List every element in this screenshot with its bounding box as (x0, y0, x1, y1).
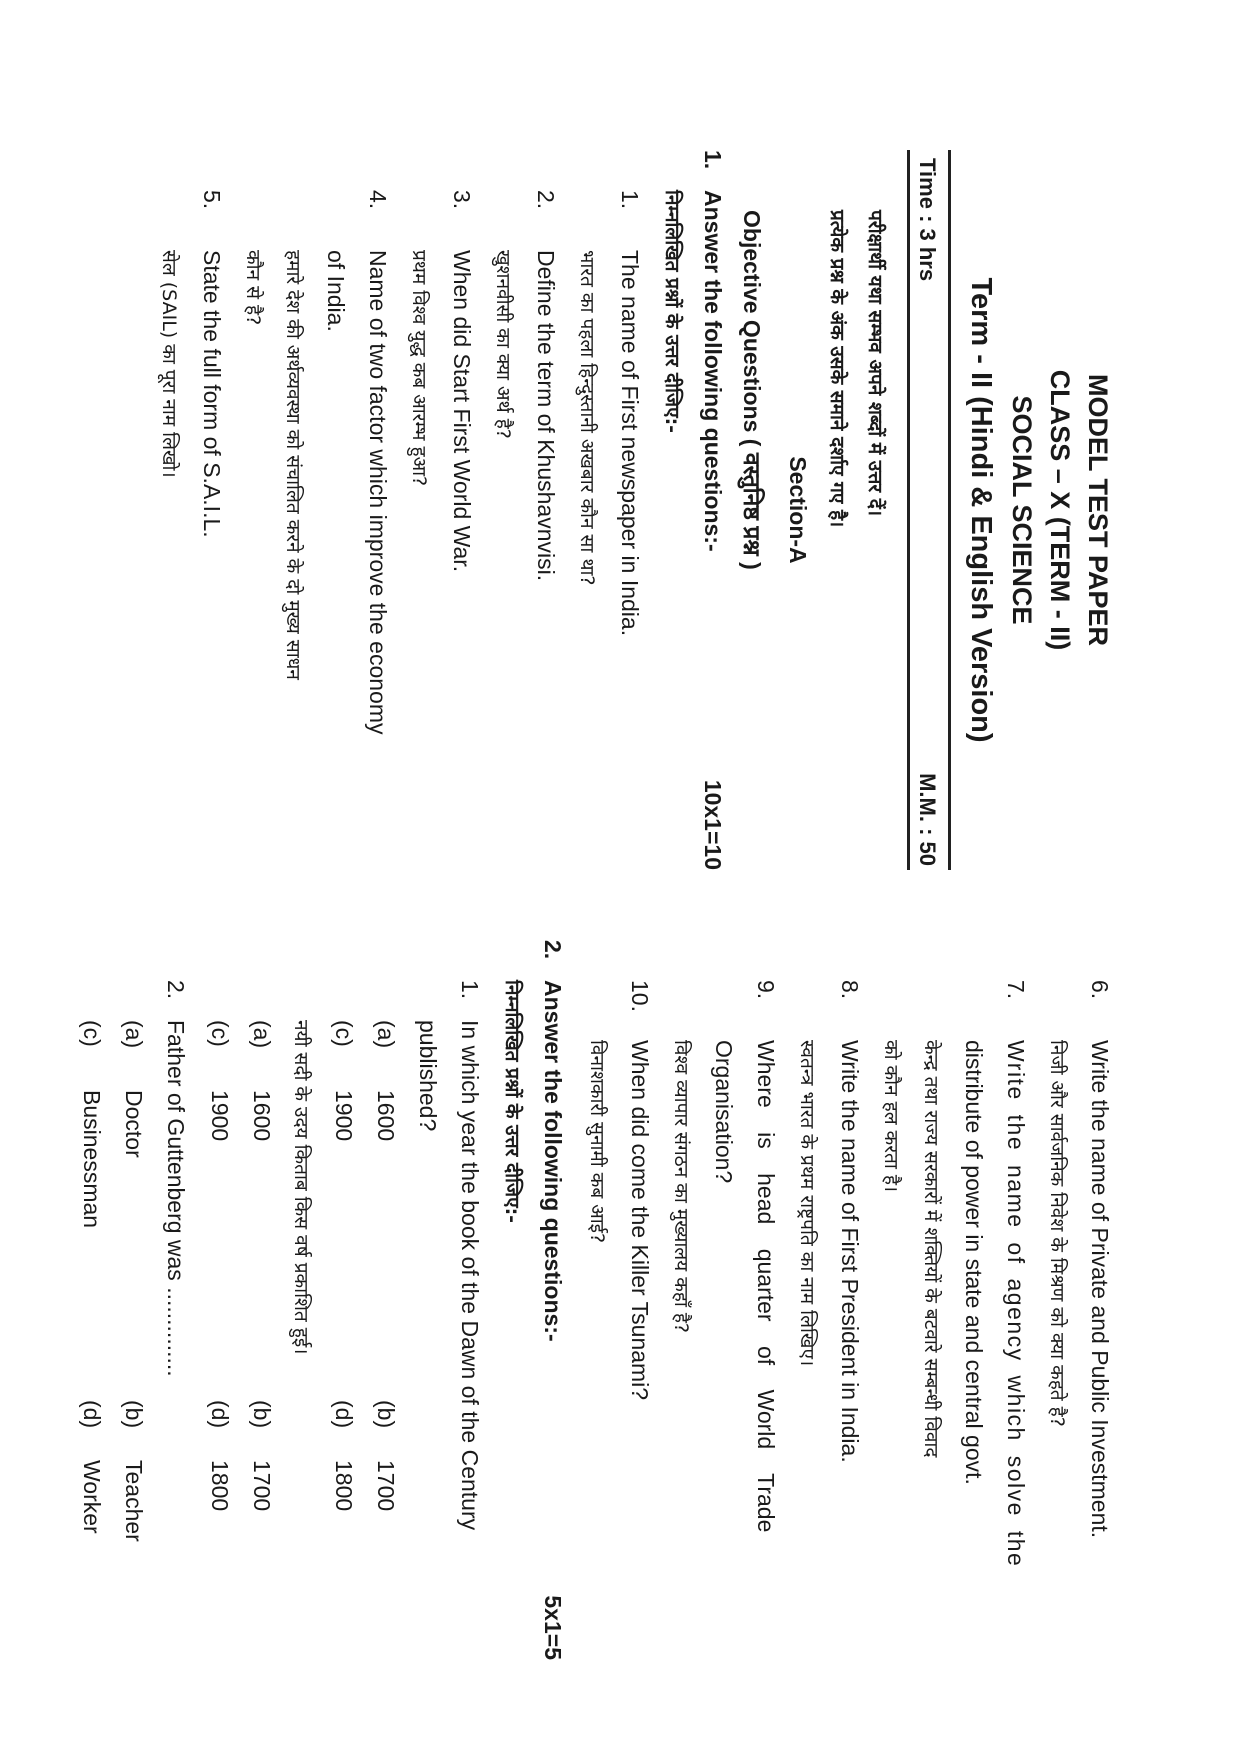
q1-item-6-text: Write the name of Private and Public Investment. (1087, 1040, 1113, 1539)
q1-item-9-text-cont: Organisation? (711, 1040, 737, 1184)
q2-item-1-option-b-label: (b) (373, 1400, 399, 1429)
q1-item-7-hindi-cont: को कौन हल करता है। (880, 1040, 902, 1193)
q1-item-7-hindi: केन्द्र तथा राज्य सरकारों में शक्तियों के बटवारे सम्बन्धी विवाद (920, 1040, 942, 1458)
section-subtitle: Objective Questions ( वस्तुनिष्ठ प्रश्न ) (739, 210, 765, 570)
q2-item-2-option-a-label: (a) (121, 1020, 147, 1049)
q2-item-2-option-d: Worker (79, 1460, 105, 1534)
q1-item-9-hindi: विश्व व्यापार संगठन का मुख्यालय कहाँ है? (670, 1040, 692, 1334)
q1-item-8-number: 8. (837, 980, 863, 1000)
q1-item-10-text: When did come the Killer Tsunami? (627, 1040, 653, 1401)
time-allowed: Time : 3 hrs (915, 158, 940, 282)
q2-item-2-number: 2. (163, 980, 189, 1000)
q1-item-7-number: 7. (1003, 980, 1029, 1000)
q1-item-9-number: 9. (753, 980, 779, 1000)
q1-item-4-text-cont: of India. (323, 250, 349, 332)
q1-item-7-text-cont: distribute of power in state and central govt. (961, 1040, 987, 1485)
q2-item-2-option-b-label: (b) (121, 1400, 147, 1429)
version-label: Term - II (Hindi & English Version) (965, 277, 997, 743)
q1-item-6-number: 6. (1087, 980, 1113, 1000)
q2-item-1-hi-option-d-label: (d) (207, 1400, 233, 1429)
q1-item-2-hindi: खुशनवीसी का क्या अर्थ है? (492, 250, 514, 439)
q2-item-1-option-a-label: (a) (373, 1020, 399, 1049)
q2-item-2-option-c: Businessman (79, 1090, 105, 1229)
q2-item-1-hi-option-b-label: (b) (249, 1400, 275, 1429)
q2-item-2-option-a: Doctor (121, 1090, 147, 1158)
subject-label: SOCIAL SCIENCE (1007, 395, 1037, 625)
q1-item-1-text: The name of First newspaper in India. (617, 250, 643, 637)
q1-item-1-number: 1. (617, 190, 643, 210)
max-marks: M.M. : 50 (915, 773, 940, 866)
paper-title: MODEL TEST PAPER (1083, 373, 1113, 647)
q2-item-1-hi-option-c-label: (c) (207, 1020, 233, 1047)
q2-number: 2. (540, 940, 566, 960)
q2-item-1-option-c: 1900 (331, 1090, 357, 1142)
q2-heading-hindi: निम्नलिखित प्रश्नों के उत्तर दीजिए:- (501, 980, 523, 1224)
q1-item-9-text: Where is head quarter of World Trade (753, 1040, 779, 1533)
q2-item-2-option-b: Teacher (121, 1460, 147, 1542)
q1-heading: Answer the following questions:- (700, 190, 726, 552)
q2-item-1-option-a: 1600 (373, 1090, 399, 1142)
q1-item-3-text: When did Start First World War. (449, 250, 475, 573)
q2-item-1-text-cont: published? (415, 1020, 441, 1132)
q2-item-2-text: Father of Guttenberg was .............. (163, 1020, 189, 1377)
q2-item-1-option-b: 1700 (373, 1460, 399, 1512)
q2-heading: Answer the following questions:- (540, 980, 566, 1342)
instruction-2: प्रत्येक प्रश्न के अंक उसके समाने दर्शाए गए है। (826, 210, 848, 528)
q1-item-2-text: Define the term of Khushavnvisi. (533, 250, 559, 582)
class-label: CLASS – X (TERM - II) (1045, 369, 1075, 651)
q2-item-1-option-d: 1800 (331, 1460, 357, 1512)
q1-item-7-text: Write the name of agency which solve the (1003, 1040, 1029, 1568)
q2-item-1-option-d-label: (d) (331, 1400, 357, 1429)
q1-item-3-number: 3. (449, 190, 475, 210)
q2-item-1-hi-option-a: 1600 (249, 1090, 275, 1142)
q1-item-10-hindi: विनाशकारी सुनामी कब आई? (586, 1040, 608, 1244)
q2-item-1-text: In which year the book of the Dawn of the Century (457, 1020, 483, 1531)
q2-marks: 5x1=5 (540, 1595, 566, 1660)
q2-item-2-option-c-label: (c) (79, 1020, 105, 1047)
q2-item-1-hindi: नयी सदी के उदय किताब किस वर्ष प्रकाशित हुई। (290, 1020, 312, 1355)
section-title: Section-A (785, 456, 811, 564)
q1-item-8-text: Write the name of First President in India. (837, 1040, 863, 1463)
q1-number: 1. (700, 150, 726, 170)
time-marks-bar (907, 150, 951, 870)
q1-item-2-number: 2. (533, 190, 559, 210)
q2-item-1-hi-option-d: 1800 (207, 1460, 233, 1512)
q1-item-5-hindi: सेल (SAIL) का पूरा नाम लिखो। (158, 250, 180, 478)
q1-item-6-hindi: निजी और सार्वजनिक निवेश के मिश्रण को क्या कहते है? (1046, 1040, 1068, 1427)
q2-item-1-hi-option-a-label: (a) (249, 1020, 275, 1049)
q1-item-3-hindi: प्रथम विश्व युद्ध कब आरम्भ हुआ? (408, 250, 430, 487)
q1-item-10-number: 10. (627, 980, 653, 1012)
q2-item-1-number: 1. (457, 980, 483, 1000)
q1-item-5-number: 5. (199, 190, 225, 210)
q1-item-5-text: State the full form of S.A.I.L. (199, 250, 225, 538)
q2-item-1-option-c-label: (c) (331, 1020, 357, 1047)
instruction-1: परीक्षार्थी यथा सम्भव अपने शब्दों में उत्तर दें। (864, 210, 886, 517)
q1-item-4-hindi-cont: कौन से है? (242, 250, 264, 326)
q1-marks: 10x1=10 (700, 779, 726, 870)
q2-item-1-hi-option-c: 1900 (207, 1090, 233, 1142)
q1-item-1-hindi: भारत का पहला हिन्दुस्तानी अखबार कौन सा था? (576, 250, 598, 586)
q1-item-4-text: Name of two factor which improve the economy (365, 250, 391, 735)
q1-item-8-hindi: स्वतन्त्र भारत के प्रथम राष्ट्रपति का नाम लिखिए। (796, 1040, 818, 1367)
q2-item-2-option-d-label: (d) (79, 1400, 105, 1429)
q2-item-1-hi-option-b: 1700 (249, 1460, 275, 1512)
q1-item-4-number: 4. (365, 190, 391, 210)
q1-heading-hindi: निम्नलिखित प्रश्नों के उत्तर दीजिए:- (661, 190, 683, 434)
q1-item-4-hindi: हमारे देश की अर्थव्यवस्था को संचालित करने के दो मुख्य साधन (282, 250, 304, 680)
